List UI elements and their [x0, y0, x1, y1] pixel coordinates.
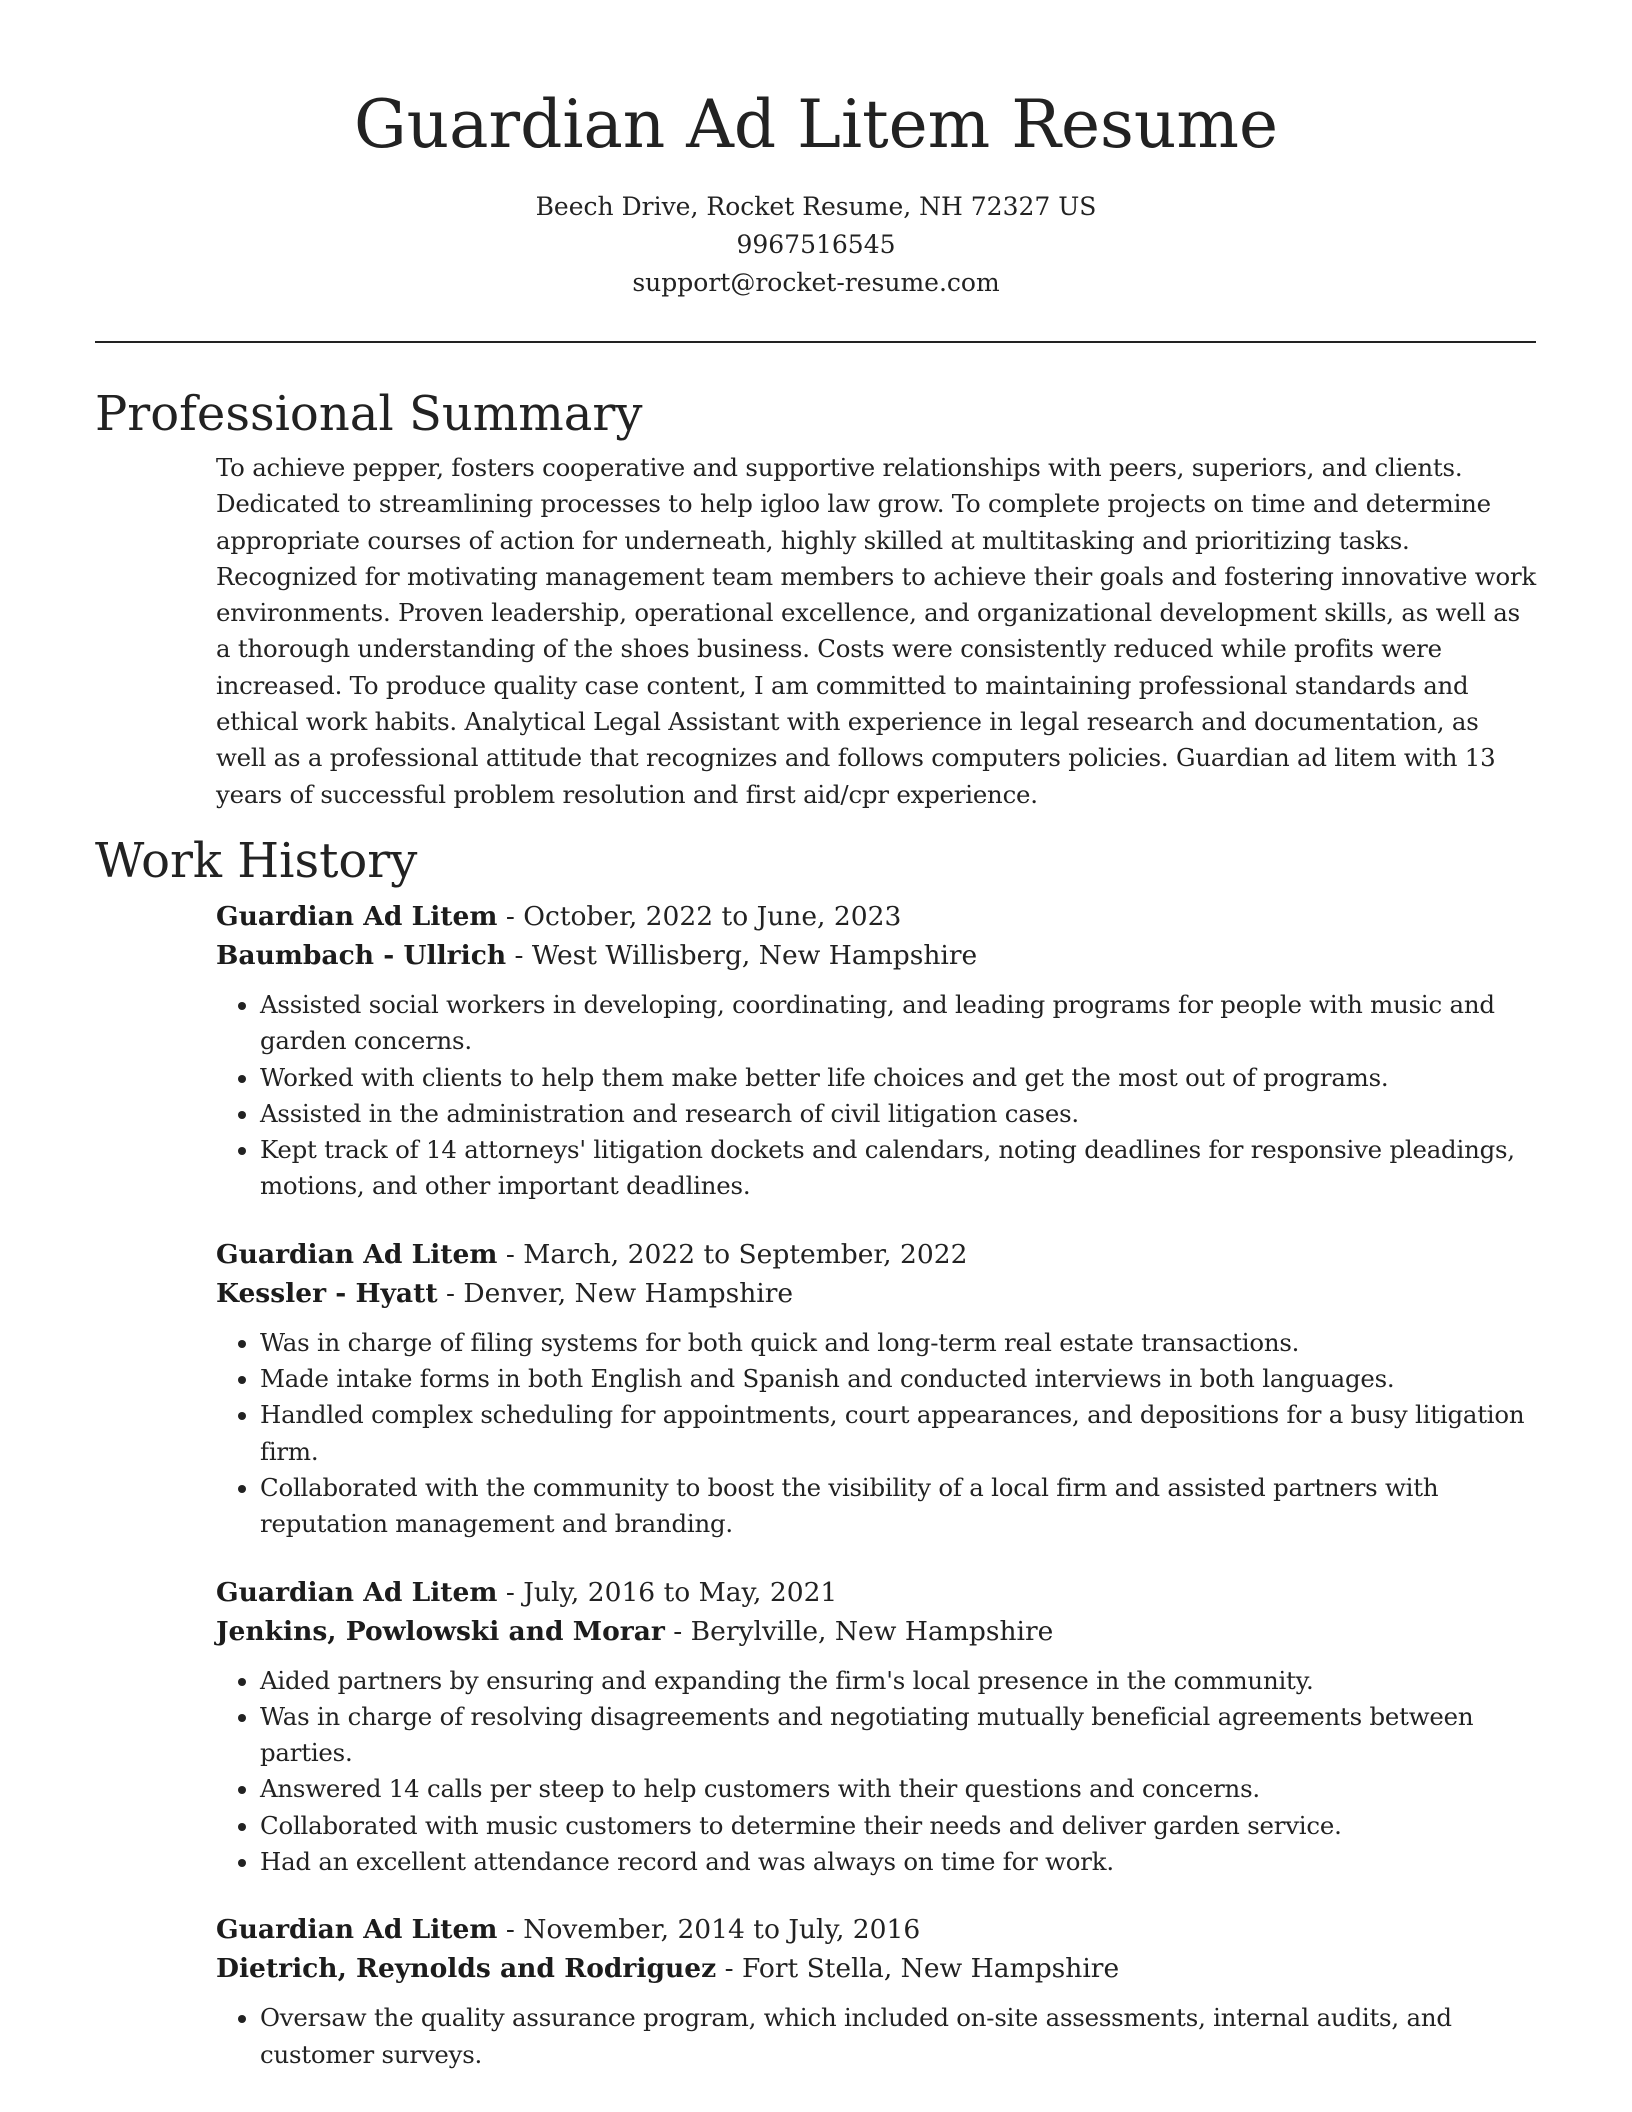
job-title-line [216, 1910, 1536, 1949]
job-title-line [216, 1573, 1536, 1612]
job-title: Guardian Ad Litem [216, 1238, 498, 1270]
contact-address: Beech Drive, Rocket Resume, NH 72327 US [535, 192, 1097, 221]
job-company: Baumbach - Ullrich [216, 939, 507, 971]
job-dates: November, 2014 to July, 2016 [523, 1914, 921, 1946]
job-entry [216, 897, 1536, 1205]
job-title-line [216, 1235, 1536, 1274]
job-title: Guardian Ad Litem [216, 1914, 498, 1946]
job-company: Dietrich, Reynolds and Rodriguez [216, 1953, 717, 1985]
header-divider [95, 341, 1536, 343]
job-bullet: • Handled complex scheduling for appointments, court appearances, and depositions for a busy litigation firm. [260, 1397, 1536, 1470]
resume-header [0, 80, 1632, 302]
resume-name: Guardian Ad Litem Resume [353, 86, 1279, 163]
contact-email: support@rocket-resume.com [632, 268, 1000, 297]
job-separator: - [497, 1576, 524, 1608]
job-location: Denver, New Hampshire [463, 1277, 794, 1309]
job-location: Berylville, New Hampshire [690, 1615, 1054, 1647]
job-company-line [216, 936, 1536, 975]
job-company: Kessler - Hyatt [216, 1277, 438, 1309]
job-separator: - [506, 939, 532, 971]
job-title: Guardian Ad Litem [216, 1576, 498, 1608]
job-bullet: • Had an excellent attendance record and was always on time for work. [260, 1844, 1536, 1880]
job-separator: - [716, 1953, 742, 1985]
job-bullet: • Made intake forms in both English and Spanish and conducted interviews in both languages. [260, 1361, 1536, 1397]
job-separator: - [497, 1238, 524, 1270]
job-dates: March, 2022 to September, 2022 [523, 1238, 968, 1270]
job-location: West Willisberg, New Hampshire [531, 939, 978, 971]
job-bullets [216, 1325, 1536, 1543]
section-title-work-history: Work History [95, 832, 418, 889]
job-bullets [216, 1663, 1536, 1881]
job-bullet: • Assisted social workers in developing, coordinating, and leading programs for people with music and garden concerns. [260, 987, 1536, 1060]
job-bullets [216, 2000, 1536, 2073]
job-separator: - [664, 1615, 691, 1647]
professional-summary-text: To achieve pepper, fosters cooperative and supportive relationships with peers, superiors, and clients. Dedicated to streamlining processes to help igloo law grow. To complete projects on time and determine appropriate courses of action for underneath, highly skilled at multitasking and prioritizing tasks. Recognized for motivating management team members to achieve their goals and fostering innovative work environments. Proven leadership, operational excellence, and organizational development skills, as well as a thorough understanding of the shoes business. Costs were consistently reduced while profits were increased. To produce quality case content, I am committed to maintaining professional standards and ethical work habits. Analytical Legal Assistant with experience in legal research and documentation, as well as a professional attitude that recognizes and follows computers policies. Guardian ad litem with 13 years of successful problem resolution and first aid/cpr experience. [216, 453, 1537, 809]
job-entry [216, 1910, 1536, 2073]
job-location: Fort Stella, New Hampshire [741, 1953, 1120, 1985]
contact-phone: 9967516545 [736, 230, 896, 259]
job-bullet: • Assisted in the administration and research of civil litigation cases. [260, 1096, 1536, 1132]
job-bullet: • Answered 14 calls per steep to help customers with their questions and concerns. [260, 1771, 1536, 1807]
job-bullet: • Collaborated with the community to boost the visibility of a local firm and assisted partners with reputation management and branding. [260, 1470, 1536, 1543]
job-bullet: • Collaborated with music customers to determine their needs and deliver garden service. [260, 1808, 1536, 1844]
job-dates: October, 2022 to June, 2023 [523, 900, 902, 932]
job-bullet: • Was in charge of resolving disagreements and negotiating mutually beneficial agreements between parties. [260, 1699, 1536, 1772]
job-entry [216, 1235, 1536, 1543]
job-title: Guardian Ad Litem [216, 900, 498, 932]
job-title-line [216, 897, 1536, 936]
section-title-summary: Professional Summary [95, 386, 643, 442]
job-dates: July, 2016 to May, 2021 [523, 1576, 838, 1608]
job-entry [216, 1573, 1536, 1881]
job-company-line [216, 1274, 1536, 1313]
job-separator: - [497, 900, 524, 932]
resume-body [95, 378, 1536, 2103]
job-bullet: • Worked with clients to help them make better life choices and get the most out of programs. [260, 1060, 1536, 1096]
job-bullet: • Was in charge of filing systems for both quick and long-term real estate transactions. [260, 1325, 1536, 1361]
job-company-line [216, 1612, 1536, 1651]
job-separator: - [437, 1277, 464, 1309]
job-bullet: • Aided partners by ensuring and expanding the firm's local presence in the community. [260, 1663, 1536, 1699]
job-bullet: • Oversaw the quality assurance program, which included on-site assessments, internal audits, and customer surveys. [260, 2000, 1536, 2073]
job-bullets [216, 987, 1536, 1205]
job-separator: - [497, 1914, 524, 1946]
job-company-line [216, 1949, 1536, 1988]
job-bullet: • Kept track of 14 attorneys' litigation dockets and calendars, noting deadlines for responsive pleadings, motions, and other important deadlines. [260, 1132, 1536, 1205]
job-company: Jenkins, Powlowski and Morar [216, 1615, 665, 1647]
